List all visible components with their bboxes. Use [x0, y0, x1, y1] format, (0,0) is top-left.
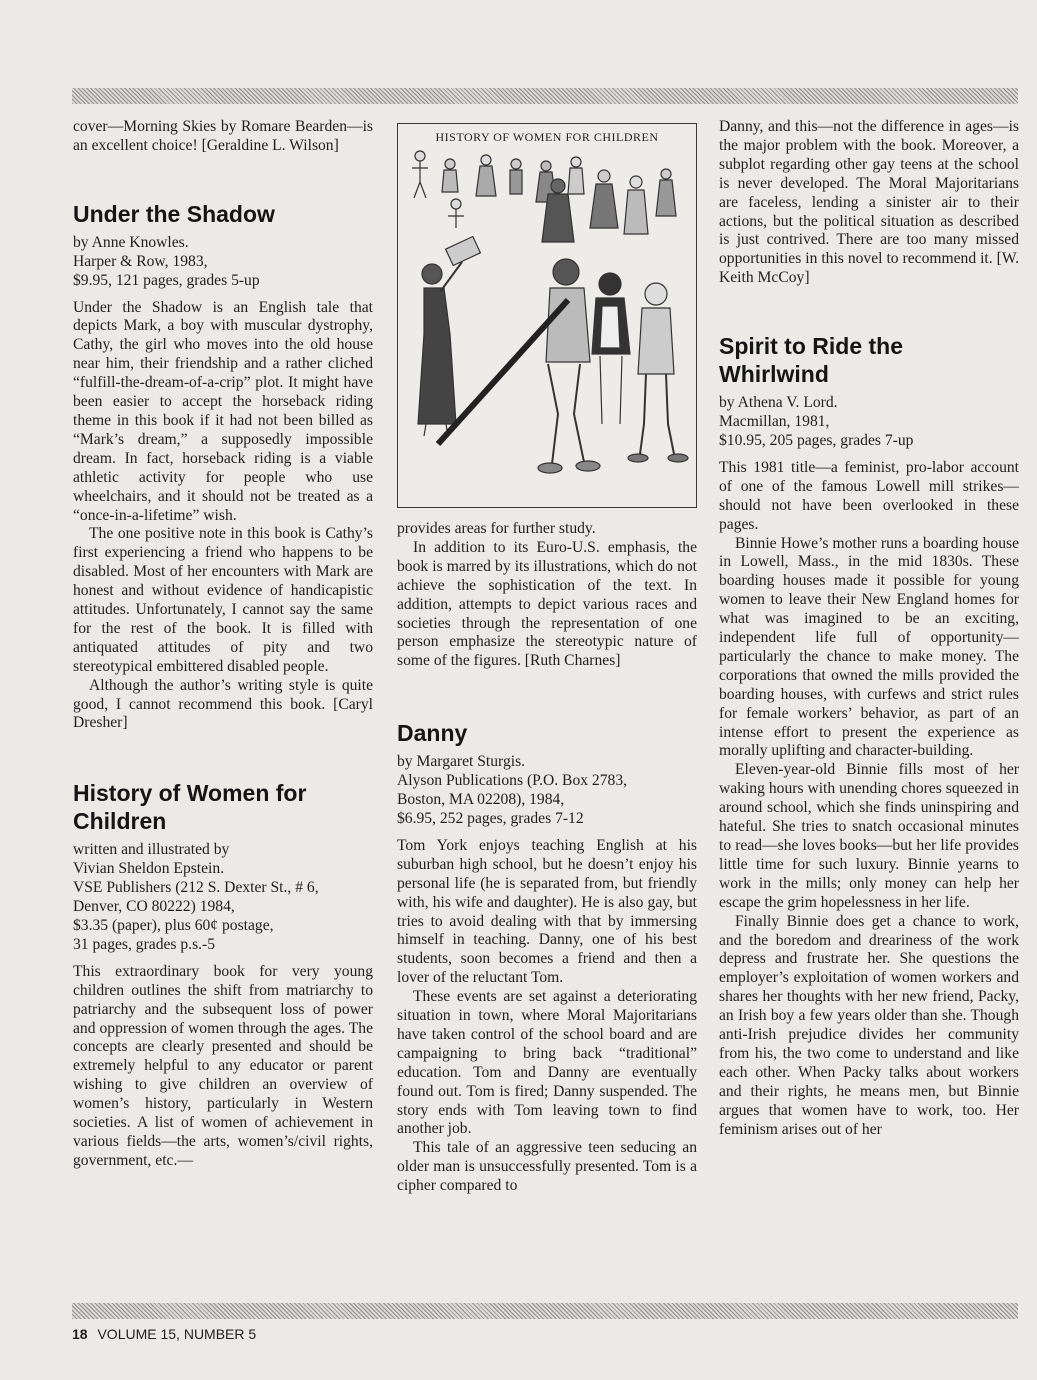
meta-line: Macmillan, 1981,: [719, 413, 830, 431]
meta-line: Vivian Sheldon Epstein.: [73, 860, 225, 878]
page-footer: [72, 1326, 256, 1342]
meta-line: Denver, CO 80222) 1984,: [73, 898, 235, 916]
meta-line: VSE Publishers (212 S. Dexter St., # 6,: [73, 879, 319, 897]
central-figure-with-pole-icon: [438, 259, 600, 473]
review-title: Under the Shadow: [73, 200, 275, 227]
illustration-caption: HISTORY OF WOMEN FOR CHILDREN: [435, 130, 659, 144]
paragraph: These events are set against a deteriorating situation in town, where Moral Majoritarians have taken control of the school board and are campaigning to bring back “traditional” education. Tom and Danny are eventually found out. Tom is fired; Danny suspended. The story ends with Tom leaving town to find another job.: [397, 988, 697, 1138]
paragraph: This extraordinary book for very young children outlines the shift from matriarchy to patriarchy and the subsequent loss of power and oppression of women through the ages. The concepts are clearly presented and should be extremely helpful to any educator or parent wishing to give children an overview of women’s history, particularly in Western societies. A list of women of achievement in various fields—the arts, women’s/civil rights, government, etc.—: [73, 962, 373, 1169]
meta-line: by Athena V. Lord.: [719, 394, 838, 412]
meta-line: Alyson Publications (P.O. Box 2783,: [397, 772, 628, 790]
paragraph: Under the Shadow is an English tale that depicts Mark, a boy with muscular dystrophy, Cathy, the girl who moves into the old house near him, their friendship and a rather cliched “fulfill-the-dream-of-a-crip” plot. It might have been easier to accept the horseback riding theme in this book if it had not been billed as “Mark’s dream,” a supposedly impossible dream. In fact, horseback riding is a viable athletic activity for people who use wheelchairs, and it should not be treated as a “once-in-a-lifetime” wish.: [73, 298, 373, 524]
issue-label: VOLUME 15, NUMBER 5: [97, 1326, 257, 1342]
column-right: [719, 118, 1019, 1140]
meta-line: $9.95, 121 pages, grades 5-up: [73, 271, 260, 289]
paragraph: The one positive note in this book is Cathy’s first experiencing a friend who happens to be disabled. Most of her encounters with Mark are honest and without evidence of handicapistic attitudes. Unfortunately, I cannot say the same for the rest of the book. It is filled with antiquated attitudes of pity and two stereotypical embittered disabled people.: [73, 525, 373, 675]
review-meta: [73, 234, 373, 291]
paragraph: Eleven-year-old Binnie fills most of her waking hours with unending chores squeezed in around school, which she finds uninspiring and hateful. She tries to snatch occasional minutes to read—she loves books—but her life provides little time for such luxury. Binnie yearns to work in the mills; only money can help her escape the grim hopelessness in her life.: [719, 761, 1019, 911]
paragraph: This tale of an aggressive teen seducing an older man is unsuccessfully presented. Tom is a cipher compared to: [397, 1139, 697, 1195]
background-figures-icon: [412, 151, 676, 242]
book-illustration: [397, 123, 697, 508]
danny-review-continuation: [719, 118, 1019, 288]
meta-line: 31 pages, grades p.s.-5: [73, 935, 216, 953]
column-middle: [397, 520, 697, 1196]
paragraph: Although the author’s writing style is quite good, I cannot recommend this book. [Caryl Dresher]: [73, 676, 373, 732]
paragraph: Tom York enjoys teaching English at his suburban high school, but he doesn’t enjoy his personal life (he is separated from, but friendly with, his wife and daughter). He is also gay, but tries to avoid dealing with that by immersing himself in teaching. Danny, one of his best students, soon becomes a friend and then a lover of the reluctant Tom.: [397, 836, 697, 987]
history-review-continuation: [397, 520, 697, 671]
review-meta: [73, 841, 373, 954]
meta-line: $10.95, 205 pages, grades 7-up: [719, 431, 914, 449]
meta-line: by Margaret Sturgis.: [397, 753, 526, 771]
column-left: [73, 118, 373, 1171]
review-meta: [719, 394, 1019, 451]
paragraph: Danny, and this—not the difference in ages—is the major problem with the book. Moreover, a subplot regarding other gay teens at the school is never developed. The Moral Majoritarians are faceless, lending a sinister air to their actions, but the political situation as described is just contrived. There are too many missed opportunities in this novel to recommend it. [W. Keith McCoy]: [719, 118, 1019, 287]
page-number: 18: [72, 1326, 88, 1342]
illustration-figures: [398, 124, 696, 507]
review-history-of-women: [73, 779, 373, 1170]
meta-line: written and illustrated by: [73, 841, 230, 859]
bottom-hatched-rule: [72, 1303, 1018, 1319]
review-danny: [397, 719, 697, 1196]
paragraph: Binnie Howe’s mother runs a boarding house in Lowell, Mass., in the mid 1830s. These boarding houses made it possible for young women to leave their New England homes for what was imagined to be an exciting, independent life full of opportunity—particularly the chance to make money. The corporations that owned the mills provided the boarding houses, with curfews and strict rules for female workers’ behavior, as part of an intense effort to present the experience as morally uplifting and character-building.: [719, 534, 1019, 760]
review-title: Danny: [397, 720, 468, 747]
man-in-wig-icon: [628, 283, 688, 462]
review-under-the-shadow: [73, 200, 373, 734]
meta-line: by Anne Knowles.: [73, 233, 189, 251]
review-meta: [397, 753, 697, 829]
woman-in-apron-icon: [592, 273, 630, 424]
meta-line: Boston, MA 02208), 1984,: [397, 791, 565, 809]
meta-line: $6.95, 252 pages, grades 7-12: [397, 809, 584, 827]
paragraph: Finally Binnie does get a chance to work, and the boredom and dreariness of the work depress and frustrate her. She questions the employer’s exploitation of women workers and shares her thoughts with her new friend, Packy, an Irish boy a few years older than she. Though anti-Irish prejudice divides her community from his, the two come to understand and like each other. When Packy talks about workers and their rights, he means men, but Binnie argues that women have to work, too. Her feminism arises out of her: [719, 912, 1019, 1138]
meta-line: $3.35 (paper), plus 60¢ postage,: [73, 917, 274, 934]
review-title: History of Women for Children: [73, 780, 307, 835]
paragraph: This 1981 title—a feminist, pro-labor account of one of the famous Lowell mill strikes—should not have been overlooked in these pages.: [719, 458, 1019, 533]
intro-continuation: [73, 118, 373, 156]
paragraph: cover—Morning Skies by Romare Bearden—is an excellent choice! [Geraldine L. Wilson]: [73, 118, 373, 154]
paragraph: In addition to its Euro-U.S. emphasis, the book is marred by its illustrations, which do not achieve the sophistication of the text. In addition, attempts to depict various races and societies through the representation of one person emphasize the stereotypic nature of some of the figures. [Ruth Charnes]: [397, 538, 697, 670]
paragraph: provides areas for further study.: [397, 520, 596, 537]
meta-line: Harper & Row, 1983,: [73, 252, 208, 270]
review-title: Spirit to Ride the Whirlwind: [719, 333, 903, 388]
top-hatched-rule: [72, 88, 1018, 104]
review-spirit-to-ride-the-whirlwind: [719, 332, 1019, 1139]
